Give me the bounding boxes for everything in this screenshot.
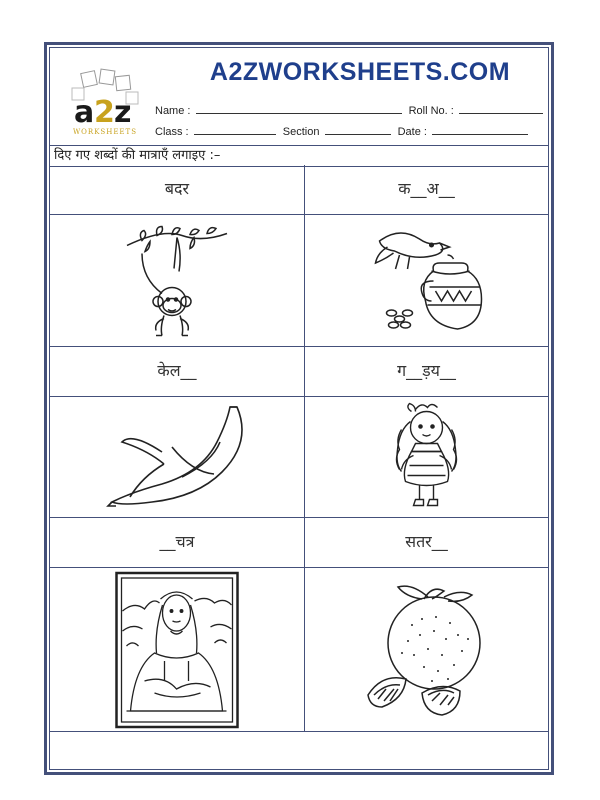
picture-cell [50,397,305,517]
word-cell [50,518,305,567]
picture-cell [305,568,548,731]
svg-text:WORKSHEETS: WORKSHEETS [72,128,138,136]
word-cell [305,165,548,214]
word-text: ग__ड़य__ [397,361,456,380]
word-text: केल__ [157,361,197,380]
site-brand-title: A2ZWORKSHEETS.COM [209,58,511,86]
picture-cell [50,568,305,731]
date-label: Date : [397,126,427,138]
picture-row [50,568,548,732]
roll-label: Roll No. : [408,105,454,117]
mona-lisa-painting-icon [115,571,240,729]
svg-text:2: 2 [94,95,115,130]
banana-icon [102,402,252,512]
picture-cell [50,215,305,346]
crow-pot-icon [369,221,484,341]
word-cell [50,347,305,396]
orange-icon [362,575,492,725]
name-roll-row [155,103,547,117]
picture-cell [305,397,548,517]
worksheet-inner-border [49,47,549,770]
name-label: Name : [155,105,191,117]
word-cell [305,518,548,567]
picture-row [50,397,548,518]
name-field[interactable] [196,103,402,114]
word-cell [50,165,305,214]
svg-text:a: a [74,95,95,130]
word-text: __चत्र [159,532,195,551]
doll-icon [379,400,474,515]
word-text: बदर [164,179,190,198]
roll-field[interactable] [459,103,543,114]
class-section-date-row [155,124,532,138]
class-label: Class : [155,126,189,138]
word-text: क__अ__ [398,179,455,198]
class-field[interactable] [194,124,276,135]
svg-text:z: z [114,95,132,130]
word-row [50,347,548,397]
picture-row [50,215,548,347]
date-field[interactable] [432,124,528,135]
word-text: सतर__ [405,532,448,551]
worksheet [44,42,554,775]
word-row [50,518,548,568]
word-cell [305,347,548,396]
monkey-icon [122,223,232,338]
picture-cell [305,215,548,346]
a2z-logo [60,68,150,138]
section-field[interactable] [325,124,391,135]
word-row [50,165,548,215]
instruction: दिए गए शब्दों की मात्राएँ लगाइए :– [50,145,548,167]
section-label: Section [282,126,320,138]
